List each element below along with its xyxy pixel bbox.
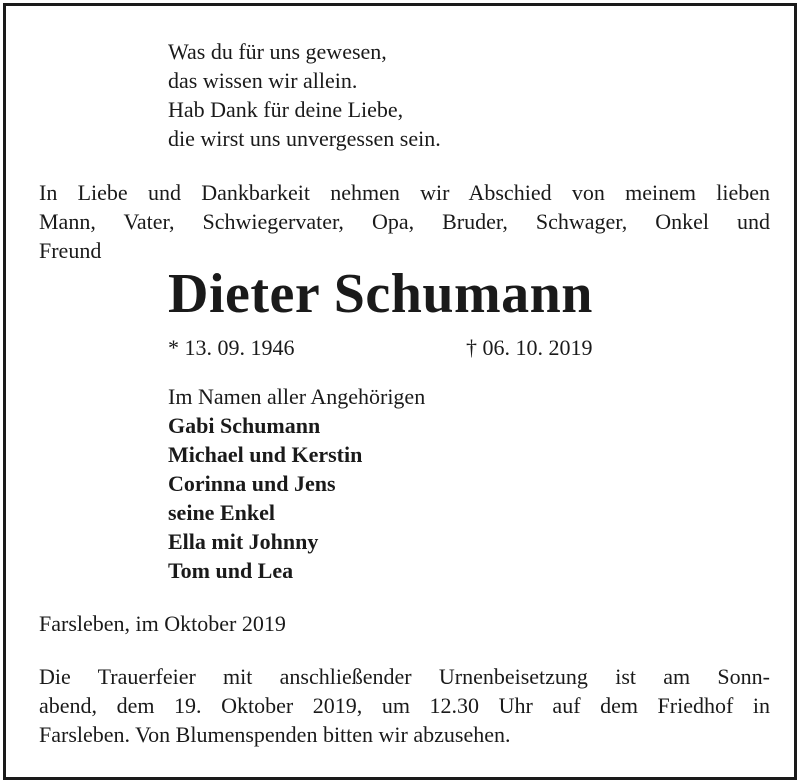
family-member: Ella mit Johnny [168,529,319,554]
family-member: Tom und Lea [168,558,294,583]
intro-line: In Liebe und Dankbarkeit nehmen wir Abschied von meinem lieben [39,180,770,205]
family-member: Michael und Kerstin [168,442,363,467]
poem [168,37,441,153]
deceased-name: Dieter Schumann [168,263,593,325]
notice-line: Die Trauerfeier mit anschließender Urnenbeisetzung ist am Sonn- [39,664,770,689]
family-block [168,382,425,585]
poem-line: Hab Dank für deine Liebe, [168,97,404,122]
poem-line: das wissen wir allein. [168,68,358,93]
death-date: † 06. 10. 2019 [466,335,593,360]
family-member: Corinna und Jens [168,471,336,496]
notice-line: Farsleben. Von Blumenspenden bitten wir abzusehen. [39,722,511,747]
notice-line: abend, dem 19. Oktober 2019, um 12.30 Uhr auf dem Friedhof in [39,693,770,718]
poem-line: Was du für uns gewesen, [168,39,387,64]
family-members [168,411,425,585]
birth-date: * 13. 09. 1946 [168,335,295,360]
obituary-frame [3,3,797,780]
place-date: Farsleben, im Oktober 2019 [39,611,286,636]
intro-text [39,178,770,265]
family-heading: Im Namen aller Angehörigen [168,384,426,409]
funeral-notice [39,662,770,749]
family-member: Gabi Schumann [168,413,321,438]
intro-line: Freund [39,238,102,263]
poem-line: die wirst uns unvergessen sein. [168,126,441,151]
family-member: seine Enkel [168,500,275,525]
intro-line: Mann, Vater, Schwiegervater, Opa, Bruder, Schwager, Onkel und [39,209,770,234]
